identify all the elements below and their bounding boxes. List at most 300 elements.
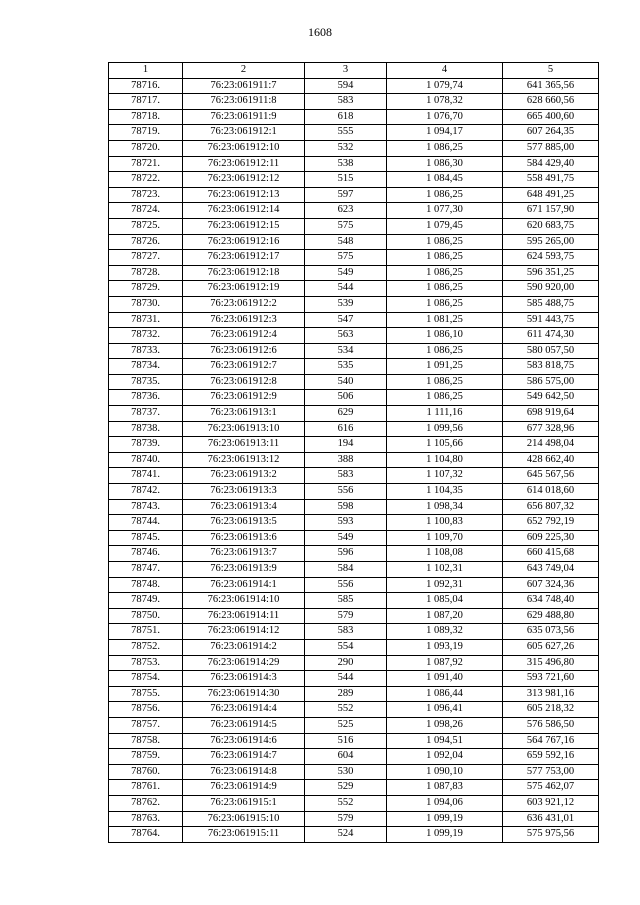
table-row [109, 406, 599, 422]
specific-value-cell: 1 086,25 [387, 296, 503, 312]
table-row [109, 593, 599, 609]
row-number-cell: 78727. [109, 250, 183, 266]
cadastral-number-cell: 76:23:061911:8 [183, 94, 305, 110]
cadastral-value-cell: 611 474,30 [503, 328, 599, 344]
specific-value-cell: 1 086,25 [387, 265, 503, 281]
area-cell: 597 [305, 187, 387, 203]
row-number-cell: 78752. [109, 639, 183, 655]
area-cell: 583 [305, 468, 387, 484]
cadastral-number-cell: 76:23:061913:5 [183, 515, 305, 531]
row-number-cell: 78748. [109, 577, 183, 593]
cadastral-value-cell: 636 431,01 [503, 811, 599, 827]
cadastral-value-cell: 624 593,75 [503, 250, 599, 266]
cadastral-value-cell: 585 488,75 [503, 296, 599, 312]
cadastral-number-cell: 76:23:061912:13 [183, 187, 305, 203]
table-row [109, 343, 599, 359]
row-number-cell: 78739. [109, 437, 183, 453]
area-cell: 532 [305, 140, 387, 156]
table-row [109, 749, 599, 765]
row-number-cell: 78736. [109, 390, 183, 406]
area-cell: 585 [305, 593, 387, 609]
cadastral-number-cell: 76:23:061912:14 [183, 203, 305, 219]
table-row [109, 624, 599, 640]
specific-value-cell: 1 077,30 [387, 203, 503, 219]
cadastral-number-cell: 76:23:061913:1 [183, 406, 305, 422]
specific-value-cell: 1 085,04 [387, 593, 503, 609]
cadastral-number-cell: 76:23:061915:1 [183, 795, 305, 811]
area-cell: 549 [305, 265, 387, 281]
table-row [109, 733, 599, 749]
row-number-cell: 78730. [109, 296, 183, 312]
cadastral-value-cell: 596 351,25 [503, 265, 599, 281]
cadastral-value-cell: 313 981,16 [503, 686, 599, 702]
cadastral-value-cell: 648 491,25 [503, 187, 599, 203]
row-number-cell: 78738. [109, 421, 183, 437]
cadastral-value-cell: 605 218,32 [503, 702, 599, 718]
page-number: 1608 [308, 25, 332, 39]
specific-value-cell: 1 089,32 [387, 624, 503, 640]
cadastral-value-cell: 315 496,80 [503, 655, 599, 671]
table-row [109, 374, 599, 390]
area-cell: 529 [305, 780, 387, 796]
cadastral-number-cell: 76:23:061912:10 [183, 140, 305, 156]
specific-value-cell: 1 105,66 [387, 437, 503, 453]
specific-value-cell: 1 086,25 [387, 140, 503, 156]
specific-value-cell: 1 091,25 [387, 359, 503, 375]
table-row [109, 515, 599, 531]
cadastral-number-cell: 76:23:061912:11 [183, 156, 305, 172]
table-row [109, 702, 599, 718]
table-row [109, 437, 599, 453]
cadastral-number-cell: 76:23:061915:11 [183, 827, 305, 843]
specific-value-cell: 1 098,34 [387, 499, 503, 515]
column-header-1: 1 [109, 63, 183, 79]
cadastral-value-cell: 665 400,60 [503, 109, 599, 125]
area-cell: 583 [305, 94, 387, 110]
cadastral-value-cell: 214 498,04 [503, 437, 599, 453]
row-number-cell: 78722. [109, 172, 183, 188]
table-row [109, 780, 599, 796]
cadastral-number-cell: 76:23:061913:12 [183, 452, 305, 468]
cadastral-number-cell: 76:23:061911:7 [183, 78, 305, 94]
specific-value-cell: 1 104,80 [387, 452, 503, 468]
table-row [109, 250, 599, 266]
specific-value-cell: 1 087,20 [387, 608, 503, 624]
cadastral-value-cell: 629 488,80 [503, 608, 599, 624]
specific-value-cell: 1 086,25 [387, 187, 503, 203]
cadastral-number-cell: 76:23:061912:17 [183, 250, 305, 266]
specific-value-cell: 1 108,08 [387, 546, 503, 562]
row-number-cell: 78749. [109, 593, 183, 609]
row-number-cell: 78753. [109, 655, 183, 671]
table-row [109, 125, 599, 141]
area-cell: 535 [305, 359, 387, 375]
area-cell: 525 [305, 717, 387, 733]
table-row [109, 312, 599, 328]
specific-value-cell: 1 109,70 [387, 530, 503, 546]
area-cell: 538 [305, 156, 387, 172]
table-row [109, 671, 599, 687]
area-cell: 579 [305, 811, 387, 827]
cadastral-value-cell: 549 642,50 [503, 390, 599, 406]
cadastral-value-table [108, 62, 599, 843]
row-number-cell: 78725. [109, 218, 183, 234]
specific-value-cell: 1 093,19 [387, 639, 503, 655]
specific-value-cell: 1 079,74 [387, 78, 503, 94]
cadastral-value-cell: 607 264,35 [503, 125, 599, 141]
cadastral-number-cell: 76:23:061912:19 [183, 281, 305, 297]
area-cell: 616 [305, 421, 387, 437]
cadastral-value-cell: 614 018,60 [503, 484, 599, 500]
specific-value-cell: 1 086,10 [387, 328, 503, 344]
area-cell: 539 [305, 296, 387, 312]
specific-value-cell: 1 076,70 [387, 109, 503, 125]
cadastral-number-cell: 76:23:061912:16 [183, 234, 305, 250]
row-number-cell: 78720. [109, 140, 183, 156]
area-cell: 623 [305, 203, 387, 219]
cadastral-value-cell: 628 660,56 [503, 94, 599, 110]
table-row [109, 562, 599, 578]
specific-value-cell: 1 079,45 [387, 218, 503, 234]
table-row [109, 78, 599, 94]
area-cell: 604 [305, 749, 387, 765]
specific-value-cell: 1 092,04 [387, 749, 503, 765]
column-header-3: 3 [305, 63, 387, 79]
specific-value-cell: 1 086,25 [387, 343, 503, 359]
specific-value-cell: 1 086,30 [387, 156, 503, 172]
row-number-cell: 78764. [109, 827, 183, 843]
area-cell: 598 [305, 499, 387, 515]
row-number-cell: 78731. [109, 312, 183, 328]
cadastral-number-cell: 76:23:061912:12 [183, 172, 305, 188]
row-number-cell: 78741. [109, 468, 183, 484]
table-row [109, 717, 599, 733]
cadastral-number-cell: 76:23:061913:2 [183, 468, 305, 484]
cadastral-value-cell: 659 592,16 [503, 749, 599, 765]
cadastral-number-cell: 76:23:061914:1 [183, 577, 305, 593]
cadastral-number-cell: 76:23:061911:9 [183, 109, 305, 125]
area-cell: 596 [305, 546, 387, 562]
table-row [109, 530, 599, 546]
cadastral-value-cell: 428 662,40 [503, 452, 599, 468]
row-number-cell: 78737. [109, 406, 183, 422]
table-row [109, 764, 599, 780]
table-row [109, 795, 599, 811]
row-number-cell: 78733. [109, 343, 183, 359]
table-row [109, 468, 599, 484]
table-row [109, 172, 599, 188]
specific-value-cell: 1 100,83 [387, 515, 503, 531]
column-header-5: 5 [503, 63, 599, 79]
cadastral-number-cell: 76:23:061912:9 [183, 390, 305, 406]
cadastral-value-cell: 698 919,64 [503, 406, 599, 422]
row-number-cell: 78754. [109, 671, 183, 687]
specific-value-cell: 1 087,92 [387, 655, 503, 671]
table-row [109, 359, 599, 375]
table-row [109, 421, 599, 437]
cadastral-number-cell: 76:23:061914:4 [183, 702, 305, 718]
cadastral-value-cell: 575 462,07 [503, 780, 599, 796]
area-cell: 548 [305, 234, 387, 250]
row-number-cell: 78755. [109, 686, 183, 702]
table-row [109, 546, 599, 562]
cadastral-number-cell: 76:23:061915:10 [183, 811, 305, 827]
specific-value-cell: 1 104,35 [387, 484, 503, 500]
row-number-cell: 78723. [109, 187, 183, 203]
row-number-cell: 78750. [109, 608, 183, 624]
cadastral-number-cell: 76:23:061914:29 [183, 655, 305, 671]
specific-value-cell: 1 099,19 [387, 811, 503, 827]
cadastral-value-cell: 652 792,19 [503, 515, 599, 531]
table-row [109, 655, 599, 671]
specific-value-cell: 1 096,41 [387, 702, 503, 718]
row-number-cell: 78734. [109, 359, 183, 375]
area-cell: 544 [305, 281, 387, 297]
table-row [109, 827, 599, 843]
area-cell: 584 [305, 562, 387, 578]
area-cell: 194 [305, 437, 387, 453]
table-row [109, 203, 599, 219]
area-cell: 556 [305, 484, 387, 500]
cadastral-number-cell: 76:23:061912:7 [183, 359, 305, 375]
cadastral-number-cell: 76:23:061912:15 [183, 218, 305, 234]
table-row [109, 452, 599, 468]
row-number-cell: 78757. [109, 717, 183, 733]
cadastral-number-cell: 76:23:061912:1 [183, 125, 305, 141]
specific-value-cell: 1 094,51 [387, 733, 503, 749]
area-cell: 579 [305, 608, 387, 624]
cadastral-number-cell: 76:23:061914:2 [183, 639, 305, 655]
row-number-cell: 78760. [109, 764, 183, 780]
table-row [109, 156, 599, 172]
cadastral-number-cell: 76:23:061914:8 [183, 764, 305, 780]
cadastral-value-cell: 671 157,90 [503, 203, 599, 219]
cadastral-number-cell: 76:23:061913:4 [183, 499, 305, 515]
table-row [109, 265, 599, 281]
row-number-cell: 78728. [109, 265, 183, 281]
cadastral-value-cell: 645 567,56 [503, 468, 599, 484]
row-number-cell: 78732. [109, 328, 183, 344]
row-number-cell: 78721. [109, 156, 183, 172]
specific-value-cell: 1 086,44 [387, 686, 503, 702]
cadastral-number-cell: 76:23:061914:9 [183, 780, 305, 796]
row-number-cell: 78746. [109, 546, 183, 562]
cadastral-value-cell: 607 324,36 [503, 577, 599, 593]
table-row [109, 499, 599, 515]
table-header-row [109, 63, 599, 79]
cadastral-number-cell: 76:23:061913:11 [183, 437, 305, 453]
cadastral-number-cell: 76:23:061912:6 [183, 343, 305, 359]
cadastral-number-cell: 76:23:061912:4 [183, 328, 305, 344]
row-number-cell: 78762. [109, 795, 183, 811]
cadastral-number-cell: 76:23:061912:8 [183, 374, 305, 390]
area-cell: 515 [305, 172, 387, 188]
row-number-cell: 78756. [109, 702, 183, 718]
specific-value-cell: 1 099,56 [387, 421, 503, 437]
area-cell: 575 [305, 250, 387, 266]
table-row [109, 484, 599, 500]
cadastral-number-cell: 76:23:061914:30 [183, 686, 305, 702]
cadastral-value-cell: 620 683,75 [503, 218, 599, 234]
table-row [109, 234, 599, 250]
table-row [109, 281, 599, 297]
area-cell: 388 [305, 452, 387, 468]
cadastral-value-cell: 583 818,75 [503, 359, 599, 375]
area-cell: 555 [305, 125, 387, 141]
cadastral-value-cell: 575 975,56 [503, 827, 599, 843]
specific-value-cell: 1 090,10 [387, 764, 503, 780]
cadastral-value-cell: 595 265,00 [503, 234, 599, 250]
cadastral-number-cell: 76:23:061912:2 [183, 296, 305, 312]
specific-value-cell: 1 102,31 [387, 562, 503, 578]
cadastral-value-cell: 609 225,30 [503, 530, 599, 546]
cadastral-value-cell: 564 767,16 [503, 733, 599, 749]
cadastral-value-cell: 580 057,50 [503, 343, 599, 359]
row-number-cell: 78716. [109, 78, 183, 94]
table-body [109, 78, 599, 842]
specific-value-cell: 1 086,25 [387, 374, 503, 390]
column-header-4: 4 [387, 63, 503, 79]
specific-value-cell: 1 099,19 [387, 827, 503, 843]
cadastral-value-cell: 643 749,04 [503, 562, 599, 578]
table-row [109, 577, 599, 593]
cadastral-value-cell: 576 586,50 [503, 717, 599, 733]
specific-value-cell: 1 094,06 [387, 795, 503, 811]
specific-value-cell: 1 087,83 [387, 780, 503, 796]
area-cell: 618 [305, 109, 387, 125]
cadastral-number-cell: 76:23:061913:7 [183, 546, 305, 562]
cadastral-value-cell: 586 575,00 [503, 374, 599, 390]
specific-value-cell: 1 078,32 [387, 94, 503, 110]
row-number-cell: 78740. [109, 452, 183, 468]
area-cell: 556 [305, 577, 387, 593]
specific-value-cell: 1 086,25 [387, 234, 503, 250]
table-row [109, 94, 599, 110]
cadastral-value-cell: 584 429,40 [503, 156, 599, 172]
cadastral-value-cell: 635 073,56 [503, 624, 599, 640]
specific-value-cell: 1 086,25 [387, 250, 503, 266]
area-cell: 506 [305, 390, 387, 406]
area-cell: 575 [305, 218, 387, 234]
specific-value-cell: 1 086,25 [387, 281, 503, 297]
row-number-cell: 78745. [109, 530, 183, 546]
row-number-cell: 78744. [109, 515, 183, 531]
table-row [109, 328, 599, 344]
row-number-cell: 78758. [109, 733, 183, 749]
table-row [109, 686, 599, 702]
cadastral-number-cell: 76:23:061914:10 [183, 593, 305, 609]
area-cell: 552 [305, 702, 387, 718]
cadastral-value-cell: 577 885,00 [503, 140, 599, 156]
table-row [109, 218, 599, 234]
cadastral-value-cell: 605 627,26 [503, 639, 599, 655]
row-number-cell: 78717. [109, 94, 183, 110]
specific-value-cell: 1 086,25 [387, 390, 503, 406]
cadastral-value-cell: 591 443,75 [503, 312, 599, 328]
area-cell: 629 [305, 406, 387, 422]
row-number-cell: 78724. [109, 203, 183, 219]
area-cell: 530 [305, 764, 387, 780]
cadastral-number-cell: 76:23:061912:18 [183, 265, 305, 281]
row-number-cell: 78759. [109, 749, 183, 765]
cadastral-value-cell: 660 415,68 [503, 546, 599, 562]
cadastral-number-cell: 76:23:061914:6 [183, 733, 305, 749]
area-cell: 516 [305, 733, 387, 749]
row-number-cell: 78719. [109, 125, 183, 141]
row-number-cell: 78729. [109, 281, 183, 297]
table-row [109, 187, 599, 203]
row-number-cell: 78763. [109, 811, 183, 827]
area-cell: 540 [305, 374, 387, 390]
row-number-cell: 78743. [109, 499, 183, 515]
cadastral-value-cell: 558 491,75 [503, 172, 599, 188]
cadastral-number-cell: 76:23:061913:6 [183, 530, 305, 546]
cadastral-number-cell: 76:23:061914:12 [183, 624, 305, 640]
column-header-2: 2 [183, 63, 305, 79]
cadastral-value-cell: 641 365,56 [503, 78, 599, 94]
area-cell: 554 [305, 639, 387, 655]
table-row [109, 109, 599, 125]
specific-value-cell: 1 084,45 [387, 172, 503, 188]
cadastral-number-cell: 76:23:061913:3 [183, 484, 305, 500]
row-number-cell: 78718. [109, 109, 183, 125]
row-number-cell: 78726. [109, 234, 183, 250]
cadastral-number-cell: 76:23:061914:7 [183, 749, 305, 765]
cadastral-value-cell: 603 921,12 [503, 795, 599, 811]
area-cell: 290 [305, 655, 387, 671]
area-cell: 563 [305, 328, 387, 344]
specific-value-cell: 1 081,25 [387, 312, 503, 328]
cadastral-number-cell: 76:23:061913:9 [183, 562, 305, 578]
area-cell: 583 [305, 624, 387, 640]
row-number-cell: 78735. [109, 374, 183, 390]
area-cell: 594 [305, 78, 387, 94]
cadastral-value-cell: 590 920,00 [503, 281, 599, 297]
table-row [109, 390, 599, 406]
cadastral-number-cell: 76:23:061914:3 [183, 671, 305, 687]
specific-value-cell: 1 098,26 [387, 717, 503, 733]
row-number-cell: 78751. [109, 624, 183, 640]
cadastral-number-cell: 76:23:061914:5 [183, 717, 305, 733]
table-row [109, 296, 599, 312]
area-cell: 534 [305, 343, 387, 359]
area-cell: 547 [305, 312, 387, 328]
row-number-cell: 78742. [109, 484, 183, 500]
table-row [109, 608, 599, 624]
area-cell: 544 [305, 671, 387, 687]
cadastral-number-cell: 76:23:061912:3 [183, 312, 305, 328]
row-number-cell: 78761. [109, 780, 183, 796]
area-cell: 593 [305, 515, 387, 531]
cadastral-value-cell: 577 753,00 [503, 764, 599, 780]
row-number-cell: 78747. [109, 562, 183, 578]
specific-value-cell: 1 094,17 [387, 125, 503, 141]
area-cell: 524 [305, 827, 387, 843]
specific-value-cell: 1 091,40 [387, 671, 503, 687]
specific-value-cell: 1 107,32 [387, 468, 503, 484]
cadastral-number-cell: 76:23:061913:10 [183, 421, 305, 437]
cadastral-number-cell: 76:23:061914:11 [183, 608, 305, 624]
table-row [109, 811, 599, 827]
cadastral-value-cell: 656 807,32 [503, 499, 599, 515]
area-cell: 549 [305, 530, 387, 546]
table-row [109, 639, 599, 655]
specific-value-cell: 1 111,16 [387, 406, 503, 422]
cadastral-value-cell: 634 748,40 [503, 593, 599, 609]
table-row [109, 140, 599, 156]
cadastral-value-cell: 677 328,96 [503, 421, 599, 437]
area-cell: 289 [305, 686, 387, 702]
